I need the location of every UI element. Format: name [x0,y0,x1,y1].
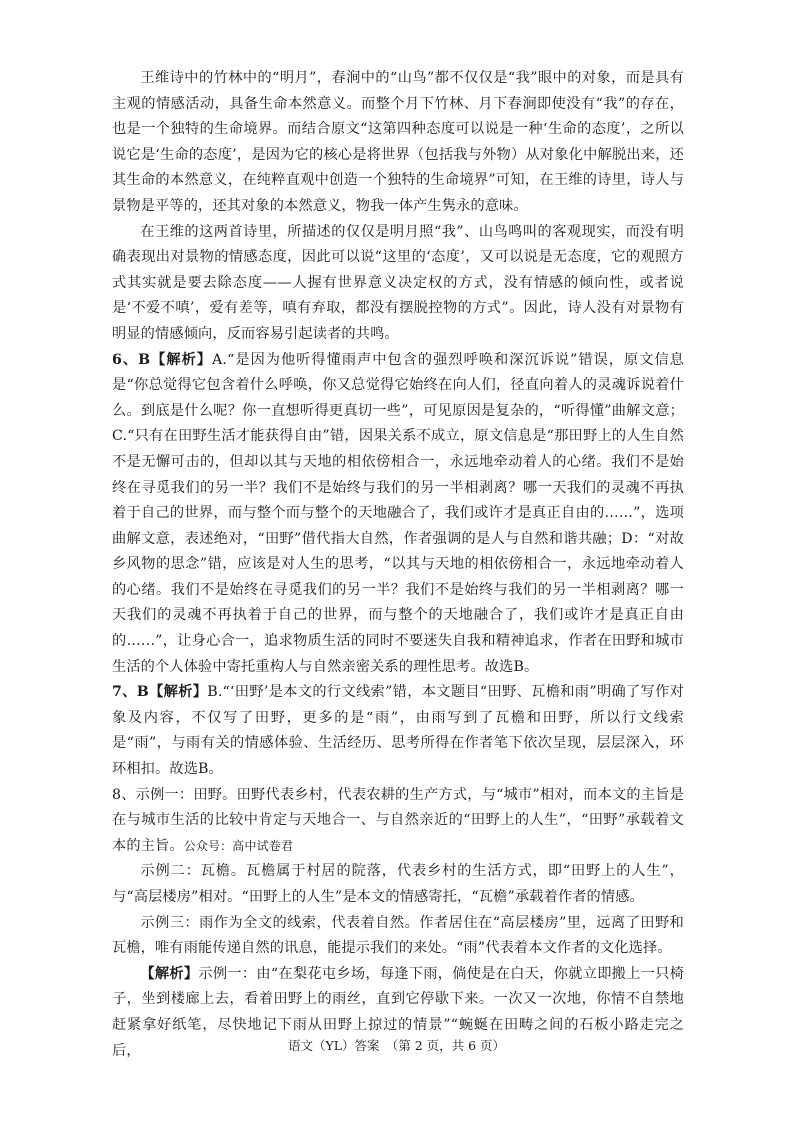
answer-8-example-1 [112,783,684,860]
watermark-note: 公众号：高中试卷君 [183,838,294,853]
analysis-paragraph-wangwei-1 [112,66,684,220]
analysis-tag: 【解析】 [150,351,213,368]
analysis-paragraph-wangwei-2 [112,220,684,348]
answer-8-example-2 [112,859,684,910]
answer-8-example-3 [112,911,684,962]
answer-6 [112,348,684,681]
answer-text: B.“‘田野’是本文的行文线索”错，本文题目“田野、瓦檐和雨”明确了写作对象及内容，不仅写了田野，更多的是“雨”，由雨写到了瓦檐和田野，所以行文线索是“雨”，与雨有关的情感体验、生活经历、思考所得在作者笔下依次呈现，层层深入，环环相扣。故选B。 [112,684,684,778]
answer-7 [112,680,684,782]
paragraph-text: 在王维的这两首诗里，所描述的仅仅是明月照“我”、山鸟鸣叫的客观现实，而没有明确表现出对景物的情感态度，因此可以说“这里的‘态度’，又可以说是无态度，它的观照方式其实就是要去除态度——人握有世界意义决定权的方式，没有情感的倾向性，或者说是‘不爱不嗔’，爱有差等，嗔有弃取，都没有摆脱控物的方式”。因此，诗人没有对景物有明显的情感倾向，反而容易引起读者的共鸣。 [112,223,684,342]
analysis-tag: 【解析】 [140,965,199,982]
answer-text: A.“是因为他听得懂雨声中包含的强烈呼唤和深沉诉说”错误，原文信息是“你总觉得它包含着什么呼唤，你又总觉得它始终在向人们，径直向着人的灵魂诉说着什么。到底是什么呢？你一直想听得更真切一些”，可见原因是复杂的，“听得懂”曲解文意；C.“只有在田野生活才能获得自由”错，因果关系不成立，原文信息是“那田野上的人生自然不是无懈可击的，但却以其与天地的相依傍相合一，永远地牵动着人的心绪。我们不是始终在寻觅我们的另一半？我们不是始终与我们的另一半相剥离？哪一天我们的灵魂不再执着于自己的世界，而与整个而与整个的天地融合了，我们或许才是真正自由的……”，选项曲解文意，表述绝对，“田野”借代指大自然，作者强调的是人与自然和谐共融；D：“对故乡风物的思念”错，应该是对人生的思考，“以其与天地的相依傍相合一，永远地牵动着人的心绪。我们不是始终在寻觅我们的另一半？我们不是始终与我们的另一半相剥离？哪一天我们的灵魂不再执着于自己的世界，而与整个的天地融合了，我们或许才是真正自由的……”，让身心合一，追求物质生活的同时不要迷失自我和精神追求，作者在田野和城市生活的个人体验中寄托重构人与自然亲密关系的理性思考。故选B。 [112,351,684,675]
answer-text: 8、示例一：田野。田野代表乡村，代表农耕的生产方式，与“城市”相对，而本文的主旨是在与城市生活的比较中肯定与天地合一、与自然亲近的“田野上的人生”，“田野”承载着文本的主旨。 [112,786,684,854]
paragraph-text: 王维诗中的竹林中的“明月”，春涧中的“山鸟”都不仅仅是“我”眼中的对象，而是具有主观的情感活动，具备生命本然意义。而整个月下竹林、月下春涧即使没有“我”的存在，也是一个独特的生命境界。而结合原文“这第四种态度可以说是一种‘生命的态度’，之所以说它是‘生命的态度’，是因为它的核心是将世界（包括我与外物）从对象化中解脱出来，还其生命的本然意义，在纯粹直观中创造一个独特的生命境界”可知，在王维的诗里，诗人与景物是平等的，还其对象的本然意义，物我一体产生隽永的意味。 [112,70,684,214]
answer-text: 示例一：由“在梨花屯乡场，每逢下雨，倘使是在白天，你就立即搬上一只椅子，坐到楼廊上去，看着田野上的雨丝，直到它停歇下来。一次又一次地，你情不自禁地赶紧拿好纸笔，尽快地记下雨从田野上掠过的情景”“蜿蜒在田畴之间的石板小路走完之后， [112,965,684,1059]
page-footer: 语文（YL）答案 （第 2 页，共 6 页） [287,1038,506,1053]
answer-content [112,66,684,1064]
answer-number: 6、B [112,351,151,368]
analysis-tag: 【解析】 [148,684,208,701]
answer-text: 示例三：雨作为全文的线索，代表着自然。作者居住在“高层楼房”里，远离了田野和瓦檐，唯有雨能传递自然的讯息，能提示我们的来处。“雨”代表着本文作者的文化选择。 [112,914,684,957]
answer-text: 示例二：瓦檐。瓦檐属于村居的院落，代表乡村的生活方式，即“田野上的人生”，与“高层楼房”相对。“田野上的人生”是本文的情感寄托，“瓦檐”承载着作者的情感。 [112,863,684,905]
answer-number: 7、B [112,684,149,701]
